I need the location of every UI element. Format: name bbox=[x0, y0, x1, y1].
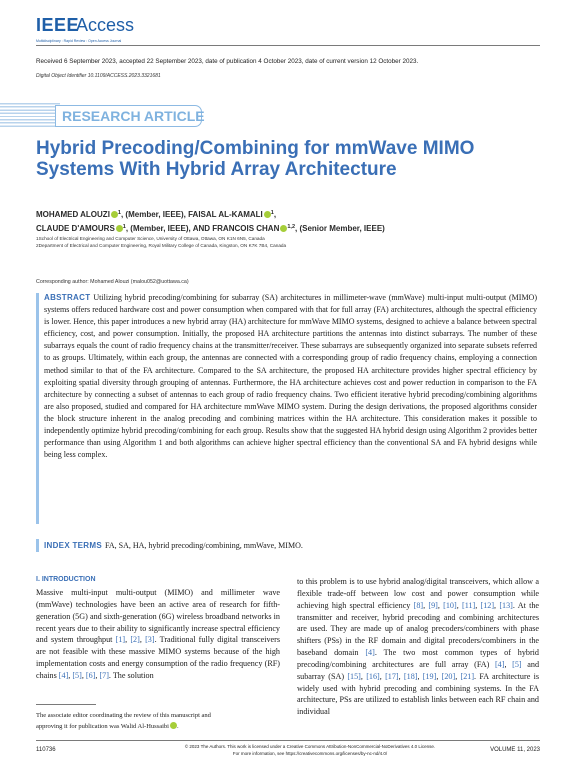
associate-editor-name: approving it for publication was Walid Al-Hussaibi bbox=[36, 722, 169, 730]
citation-link[interactable]: [3] bbox=[145, 635, 155, 645]
body-text: . The solution bbox=[108, 670, 154, 680]
footnote-rule bbox=[36, 704, 96, 705]
body-text: Massive multi-input multi-output (MIMO) and millimeter wave (mmWave) technologies have been an active area of research for fifth-generation (5G) and sixth-generation (6G) wireless broadband networks in recent years due to their ability to significantly increase spectral efficiency and system throughput bbox=[36, 588, 280, 645]
body-text: , bbox=[125, 635, 131, 645]
citation-link[interactable]: [19] bbox=[422, 671, 437, 681]
index-terms-accent-bar bbox=[36, 539, 39, 552]
citation-link[interactable]: [10] bbox=[443, 600, 457, 610]
author-name: CLAUDE D'AMOURS bbox=[36, 224, 115, 233]
body-text: . Traditional fully digital transceivers are not feasible with these massive MIMO systems because of the high implementation costs and energy consumption of the radio frequency (RF) chains bbox=[36, 635, 281, 680]
footer-rule bbox=[36, 740, 540, 741]
header-rule bbox=[36, 45, 540, 46]
affiliation-sup: 1,2 bbox=[287, 224, 296, 230]
body-text: and subarray (SA) bbox=[297, 659, 540, 681]
volume-info: VOLUME 11, 2023 bbox=[490, 747, 540, 753]
body-text: , bbox=[360, 671, 367, 681]
citation-link[interactable]: [1] bbox=[115, 635, 126, 645]
received-dates: Received 6 September 2023, accepted 22 September 2023, date of publication 4 October 2023, date of current version 12 October 2023. bbox=[36, 58, 419, 65]
affiliation-1: 1School of Electrical Engineering and Computer Science, University of Ottawa, Ottawa, ON K1N 6N5, Canada bbox=[36, 236, 265, 241]
orcid-icon[interactable] bbox=[170, 722, 177, 729]
citation-link[interactable]: [8] bbox=[413, 600, 424, 610]
citation-link[interactable]: [5] bbox=[72, 670, 82, 680]
section-heading-introduction: I. INTRODUCTION bbox=[36, 576, 96, 583]
logo-access: Access bbox=[76, 15, 135, 35]
associate-editor-note bbox=[36, 711, 280, 732]
license-notice bbox=[160, 743, 460, 757]
citation-link[interactable]: [5] bbox=[512, 659, 522, 669]
body-text: . At the transmitter and receiver, hybrid precoding and combining architectures are used. They are made up of analog precoders/combiners with phase shifters (PSs) in the RF domain and digital precoders/combiners in the baseband domain bbox=[297, 600, 540, 658]
body-text: , bbox=[417, 671, 423, 681]
citation-link[interactable]: [4] bbox=[58, 670, 69, 680]
body-text: , bbox=[95, 670, 100, 680]
citation-link[interactable]: [13] bbox=[499, 600, 513, 610]
citation-link[interactable]: [6] bbox=[85, 670, 96, 680]
citation-link[interactable]: [17] bbox=[385, 671, 399, 681]
body-text: , bbox=[398, 671, 404, 681]
citation-link[interactable]: [12] bbox=[480, 600, 495, 610]
corresponding-author: Corresponding author: Mohamed Alouzi (malou052@uottawa.ca) bbox=[36, 279, 189, 285]
author-list bbox=[36, 207, 536, 235]
logo-ieee: IEEE bbox=[36, 15, 80, 35]
associate-editor-line-1: The associate editor coordinating the review of this manuscript and bbox=[36, 712, 211, 719]
citation-link[interactable]: [21] bbox=[460, 671, 475, 681]
citation-link[interactable]: [20] bbox=[441, 671, 456, 681]
author-text: , (Senior Member, IEEE) bbox=[295, 224, 385, 233]
body-text: , bbox=[139, 635, 146, 645]
abstract-label: ABSTRACT bbox=[44, 293, 91, 302]
citation-link[interactable]: [7] bbox=[99, 670, 109, 680]
citation-link[interactable]: [18] bbox=[403, 671, 418, 681]
body-text: , bbox=[81, 670, 86, 680]
left-column-text bbox=[36, 587, 280, 682]
affiliation-2: 2Department of Electrical and Computer Engineering, Royal Military College of Canada, Kingston, ON K7K 7B4, Canada bbox=[36, 243, 287, 248]
associate-editor-line-2: approving it for publication was Walid Al-Hussaibi . bbox=[36, 722, 179, 730]
affiliation-sup: 1 bbox=[122, 224, 126, 230]
orcid-icon[interactable] bbox=[264, 211, 271, 218]
license-line-1: © 2023 The Authors. This work is licensed under a Creative Commons Attribution-NonCommercial-NoDerivatives 4.0 License. bbox=[184, 744, 436, 749]
article-type-label: RESEARCH ARTICLE bbox=[62, 108, 205, 124]
orcid-icon[interactable] bbox=[116, 225, 123, 232]
author-text: , (Member, IEEE), FAISAL AL-KAMALI bbox=[120, 210, 263, 219]
citation-link[interactable]: [2] bbox=[130, 635, 140, 645]
body-text: . FA architecture is widely used with hybrid precoding and combining systems. In the FA architecture, PSs are utilized to establish links between each RF chain and individual bbox=[297, 671, 540, 717]
citation-link[interactable]: [16] bbox=[366, 671, 380, 681]
affiliation-sup: 1 bbox=[270, 210, 274, 216]
citation-link[interactable]: [15] bbox=[347, 671, 361, 681]
decorative-stripes bbox=[0, 103, 60, 127]
body-text: . The two most common types of hybrid precoding/combining architectures are full array (FA) bbox=[297, 648, 539, 669]
body-text: , bbox=[455, 671, 461, 681]
body-text: , bbox=[437, 600, 444, 610]
author-text: , bbox=[273, 210, 277, 219]
citation-link[interactable]: [9] bbox=[428, 600, 438, 610]
abstract-accent-bar bbox=[36, 293, 39, 524]
logo-tagline: Multidisciplinary : Rapid Review : Open Access Journal bbox=[36, 39, 122, 43]
index-terms bbox=[44, 540, 303, 552]
citation-link[interactable]: [4] bbox=[494, 659, 505, 669]
body-text: to this problem is to use hybrid analog/digital transceivers, which allow a flexible trade-off between low cost and power consumption while achieving high spectral efficiency bbox=[297, 577, 539, 610]
citation-link[interactable]: [11] bbox=[461, 600, 476, 610]
paper-title: Hybrid Precoding/Combining for mmWave MIMO Systems With Hybrid Array Architecture bbox=[36, 138, 475, 180]
author-name: MOHAMED ALOUZI bbox=[36, 210, 110, 219]
body-text: , bbox=[436, 671, 442, 681]
license-line-2[interactable]: For more information, see https://creativecommons.org/licenses/by-nc-nd/4.0/ bbox=[232, 751, 388, 756]
author-text: , (Member, IEEE), AND FRANCOIS CHAN bbox=[125, 224, 280, 233]
body-text: , bbox=[423, 600, 429, 610]
article-type-badge bbox=[55, 105, 205, 127]
abstract-text: Utilizing hybrid precoding/combining for subarray (SA) architectures in millimeter-wave (mmWave) multi-input multi-output (MIMO) systems offers reduced hardware cost and power consumption when compared with that for full array (FA) architectures, although the spectral efficiency is lower. Hence, this paper introduces a new hybrid array (HA) architecture for mmWave MIMO systems, designed to achieve a balance between spectral efficiency, cost, and power consumption. Initially, the proposed HA architecture partitions the antennas into distinct subarrays. The number of these subarrays equals the count of radio frequency chains at the transmitter/receiver. These subarrays are subsequently organized into separate subsets referred to as groups. Ultimately, within each group, the antennas are connected with a corresponding group of radio frequency chains, employing a connection method similar to that of the FA architecture. Compared to the SA architecture, the proposed HA architecture provides higher spectral efficiency by exploiting spatial diversity through grouping of antennas. Furthermore, the HA architecture achieves cost and power reduction in comparison to the FA architecture by connecting a subset of antennas to each group of radio frequency chains. Two efficient iterative hybrid precoding/combining algorithms are also proposed, studied and compared for HA architecture mmWave MIMO system. During the design derivations, the proposed algorithms consider the block structure inherent in the analog precoding and combining matrices within the HA architecture. This consideration makes it possible to independently optimize hybrid precoding/combining for each group. Results show that the suggested HA hybrid design using Algorithm 2 provides better performance than using Algorithm 1 and both algorithms can achieve higher spectral efficiency than the conventional SA and FA hybrid designs while being less complex. bbox=[44, 293, 537, 460]
body-text: , bbox=[494, 600, 500, 610]
body-text: , bbox=[68, 670, 73, 680]
index-terms-text: FA, SA, HA, hybrid precoding/combining, mmWave, MIMO. bbox=[104, 541, 303, 550]
doi: Digital Object Identifier 10.1109/ACCESS.2023.3321681 bbox=[36, 73, 161, 79]
citation-link[interactable]: [4] bbox=[365, 648, 375, 658]
body-text: , bbox=[504, 659, 513, 669]
right-column-text bbox=[297, 576, 539, 718]
page-number: 110736 bbox=[36, 747, 56, 753]
body-text: , bbox=[379, 671, 386, 681]
body-text: , bbox=[475, 600, 481, 610]
affiliation-sup: 1 bbox=[117, 210, 121, 216]
abstract bbox=[44, 292, 537, 461]
index-terms-label: INDEX TERMS bbox=[44, 541, 102, 550]
orcid-icon[interactable] bbox=[111, 211, 118, 218]
body-text: , bbox=[456, 600, 462, 610]
